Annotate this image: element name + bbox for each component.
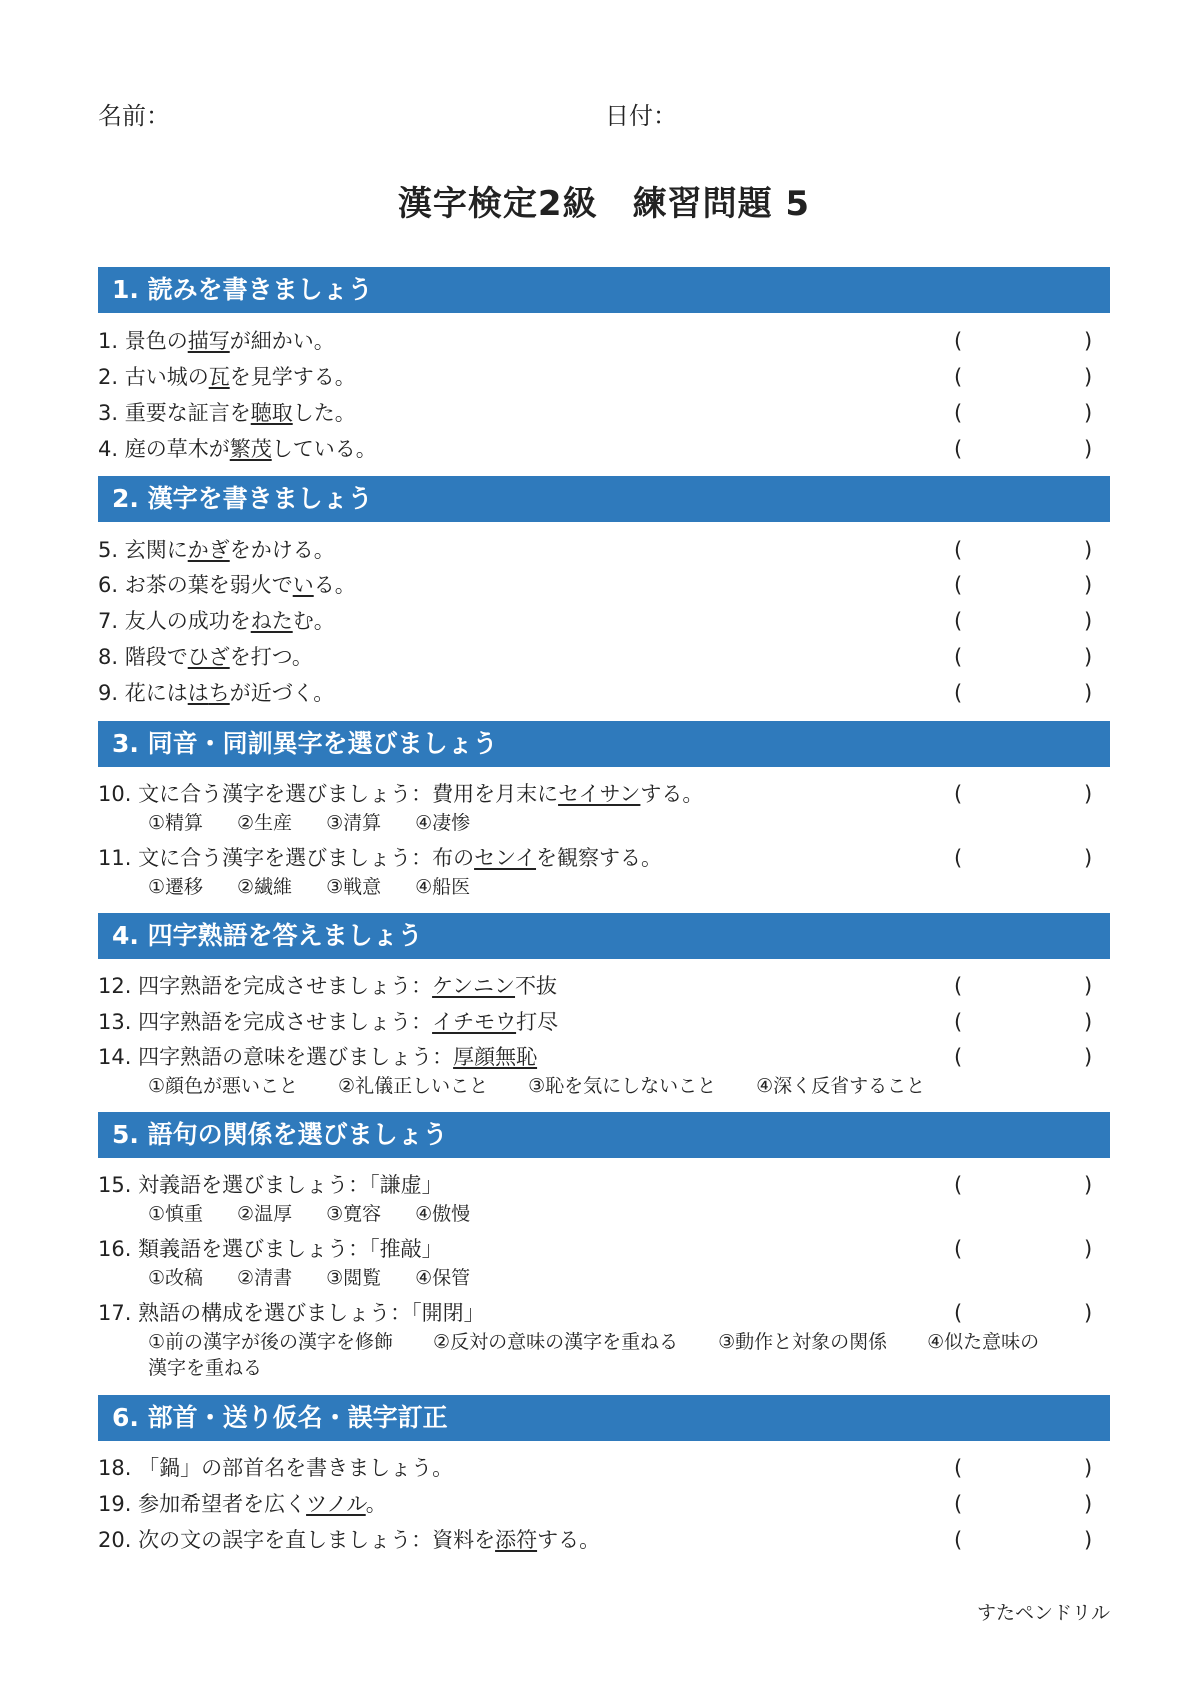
- question-11-options: [148, 874, 504, 900]
- name-label: 名前：: [98, 102, 170, 130]
- option: ②生産: [237, 812, 293, 834]
- question-19: 19. 参加希望者を広くツノル。 ( ): [98, 1492, 1093, 1516]
- question-20: 20. 次の文の誤字を直しましょう：資料を添符する。 ( ): [98, 1528, 1093, 1552]
- option: ③戦意: [326, 876, 382, 898]
- header-row: [98, 96, 1110, 130]
- option: ②清書: [237, 1267, 293, 1289]
- option: ①前の漢字が後の漢字を修飾: [148, 1331, 394, 1353]
- question-9: 9. 花にははちが近づく。 ( ): [98, 681, 1093, 705]
- section-header-3: 3. 同音・同訓異字を選びましょう: [98, 721, 1110, 767]
- question-2: 2. 古い城の瓦を見学する。 ( ): [98, 365, 1093, 389]
- question-7: 7. 友人の成功をねたむ。 ( ): [98, 609, 1093, 633]
- question-10: 10. 文に合う漢字を選びましょう：費用を月末にセイサンする。 ( ): [98, 782, 1093, 806]
- question-15: 15. 対義語を選びましょう：「謙虚」 ( ): [98, 1173, 1093, 1197]
- option: ②礼儀正しいこと: [338, 1075, 489, 1097]
- section-header-6: 6. 部首・送り仮名・誤字訂正: [98, 1395, 1110, 1441]
- section-header-1: 1. 読みを書きましょう: [98, 267, 1110, 313]
- question-16-options: [148, 1265, 504, 1291]
- option: ③動作と対象の関係: [718, 1331, 888, 1353]
- option: ④傲慢: [415, 1203, 471, 1225]
- option: ②温厚: [237, 1203, 293, 1225]
- question-1: 1. 景色の描写が細かい。 ( ): [98, 329, 1093, 353]
- date-label: 日付：: [605, 102, 677, 130]
- option: ④船医: [415, 876, 471, 898]
- question-4: 4. 庭の草木が繁茂している。 ( ): [98, 437, 1093, 461]
- option: ③閲覧: [326, 1267, 382, 1289]
- option: ①顔色が悪いこと: [148, 1075, 299, 1097]
- question-17: 17. 熟語の構成を選びましょう：「開閉」 ( ): [98, 1301, 1093, 1325]
- question-11: 11. 文に合う漢字を選びましょう：布のセンイを観察する。 ( ): [98, 846, 1093, 870]
- option: ④凄惨: [415, 812, 471, 834]
- question-14-options: [148, 1073, 965, 1099]
- question-14: 14. 四字熟語の意味を選びましょう：厚顔無恥 ( ): [98, 1045, 1093, 1069]
- option: ③清算: [326, 812, 382, 834]
- question-13: 13. 四字熟語を完成させましょう：イチモウ打尽 ( ): [98, 1010, 1093, 1034]
- question-18: 18. 「鍋」の部首名を書きましょう。 ( ): [98, 1456, 1093, 1480]
- question-12: 12. 四字熟語を完成させましょう：ケンニン不抜 ( ): [98, 974, 1093, 998]
- question-3: 3. 重要な証言を聴取した。 ( ): [98, 401, 1093, 425]
- question-17-options: [148, 1329, 1039, 1355]
- page-title: 漢字検定2級 練習問題 5: [397, 184, 811, 224]
- option: ①改稿: [148, 1267, 204, 1289]
- option: ②繊維: [237, 876, 293, 898]
- option: ①慎重: [148, 1203, 204, 1225]
- section-header-2: 2. 漢字を書きましょう: [98, 476, 1110, 522]
- option: ④保管: [415, 1267, 471, 1289]
- footer-brand: すたペンドリル: [976, 1602, 1110, 1624]
- option: ①精算: [148, 812, 204, 834]
- question-16: 16. 類義語を選びましょう：「推敲」 ( ): [98, 1237, 1093, 1261]
- question-17-options-continued: 漢字を重ねる: [148, 1357, 263, 1379]
- question-5: 5. 玄関にかぎをかける。 ( ): [98, 538, 1093, 562]
- option: ①遷移: [148, 876, 204, 898]
- question-10-options: [148, 810, 504, 836]
- question-15-options: [148, 1201, 504, 1227]
- section-header-4: 4. 四字熟語を答えましょう: [98, 913, 1110, 959]
- section-header-5: 5. 語句の関係を選びましょう: [98, 1112, 1110, 1158]
- option: ④深く反省すること: [756, 1075, 926, 1097]
- option: ③恥を気にしないこと: [528, 1075, 717, 1097]
- question-8: 8. 階段でひざを打つ。 ( ): [98, 645, 1093, 669]
- option: ③寛容: [326, 1203, 382, 1225]
- option: ②反対の意味の漢字を重ねる: [433, 1331, 679, 1353]
- question-6: 6. お茶の葉を弱火でいる。 ( ): [98, 573, 1093, 597]
- option: ④似た意味の: [927, 1331, 1040, 1353]
